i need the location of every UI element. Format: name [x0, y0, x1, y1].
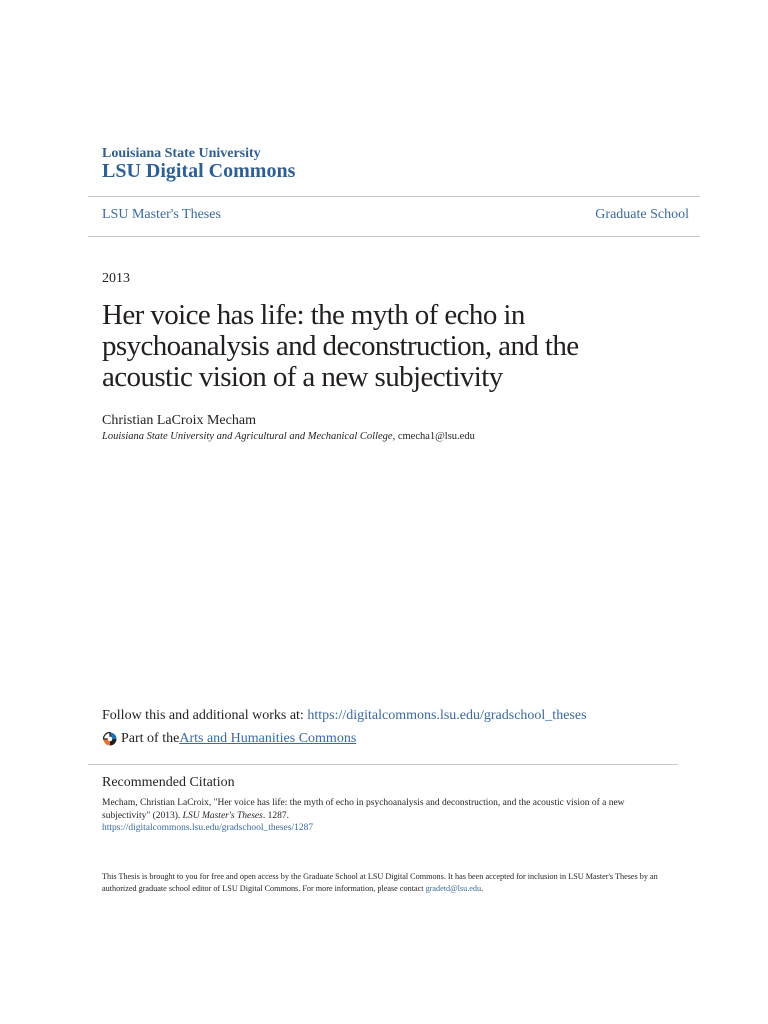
repository-name[interactable]: LSU Digital Commons	[102, 160, 296, 182]
follow-url-link[interactable]: https://digitalcommons.lsu.edu/gradschool_theses	[307, 708, 587, 723]
access-notice-end: .	[481, 884, 484, 893]
author-email: cmecha1@lsu.edu	[397, 431, 475, 442]
citation-heading: Recommended Citation	[102, 775, 235, 790]
thesis-title: Her voice has life: the myth of echo in psychoanalysis and deconstruction, and the acoustic vision of a new subjectivity	[102, 299, 579, 393]
contact-email-link[interactable]: gradetd@lsu.edu	[425, 884, 482, 893]
part-of-label: Part of the	[121, 731, 180, 746]
divider-nav	[88, 236, 700, 237]
citation-text	[102, 797, 662, 835]
citation-journal: LSU Master's Theses	[182, 810, 263, 821]
access-notice	[102, 871, 662, 895]
divider-top	[88, 196, 700, 197]
citation-url-link[interactable]: https://digitalcommons.lsu.edu/gradschool_theses/1287	[102, 823, 314, 833]
part-of-line	[102, 731, 356, 747]
citation-number: . 1287.	[262, 810, 289, 821]
institution-name[interactable]: Louisiana State University	[102, 146, 261, 161]
follow-line	[102, 708, 587, 724]
series-link[interactable]: LSU Master's Theses	[102, 207, 221, 222]
bepress-network-icon	[102, 731, 118, 747]
citation-body: Mecham, Christian LaCroix, "Her voice has life: the myth of echo in psychoanalysis and deconstruction, and the acoustic vision of a new subjectivity" (2013).	[102, 798, 625, 821]
school-link[interactable]: Graduate School	[595, 207, 689, 222]
arts-humanities-link[interactable]: Arts and Humanities Commons	[179, 731, 357, 746]
author-affiliation	[102, 431, 475, 442]
affiliation-separator: ,	[392, 431, 398, 442]
publication-year: 2013	[102, 271, 130, 286]
follow-label: Follow this and additional works at:	[102, 708, 308, 723]
access-notice-text: This Thesis is brought to you for free and open access by the Graduate School at LSU Digital Commons. It has been accepted for inclusion in LSU Master's Theses by an authorized graduate school editor of LSU Digital Commons. For more information, please contact	[102, 872, 658, 893]
author-name: Christian LaCroix Mecham	[102, 413, 256, 428]
affiliation-name: Louisiana State University and Agricultural and Mechanical College	[102, 431, 393, 442]
divider-citation	[88, 764, 678, 765]
